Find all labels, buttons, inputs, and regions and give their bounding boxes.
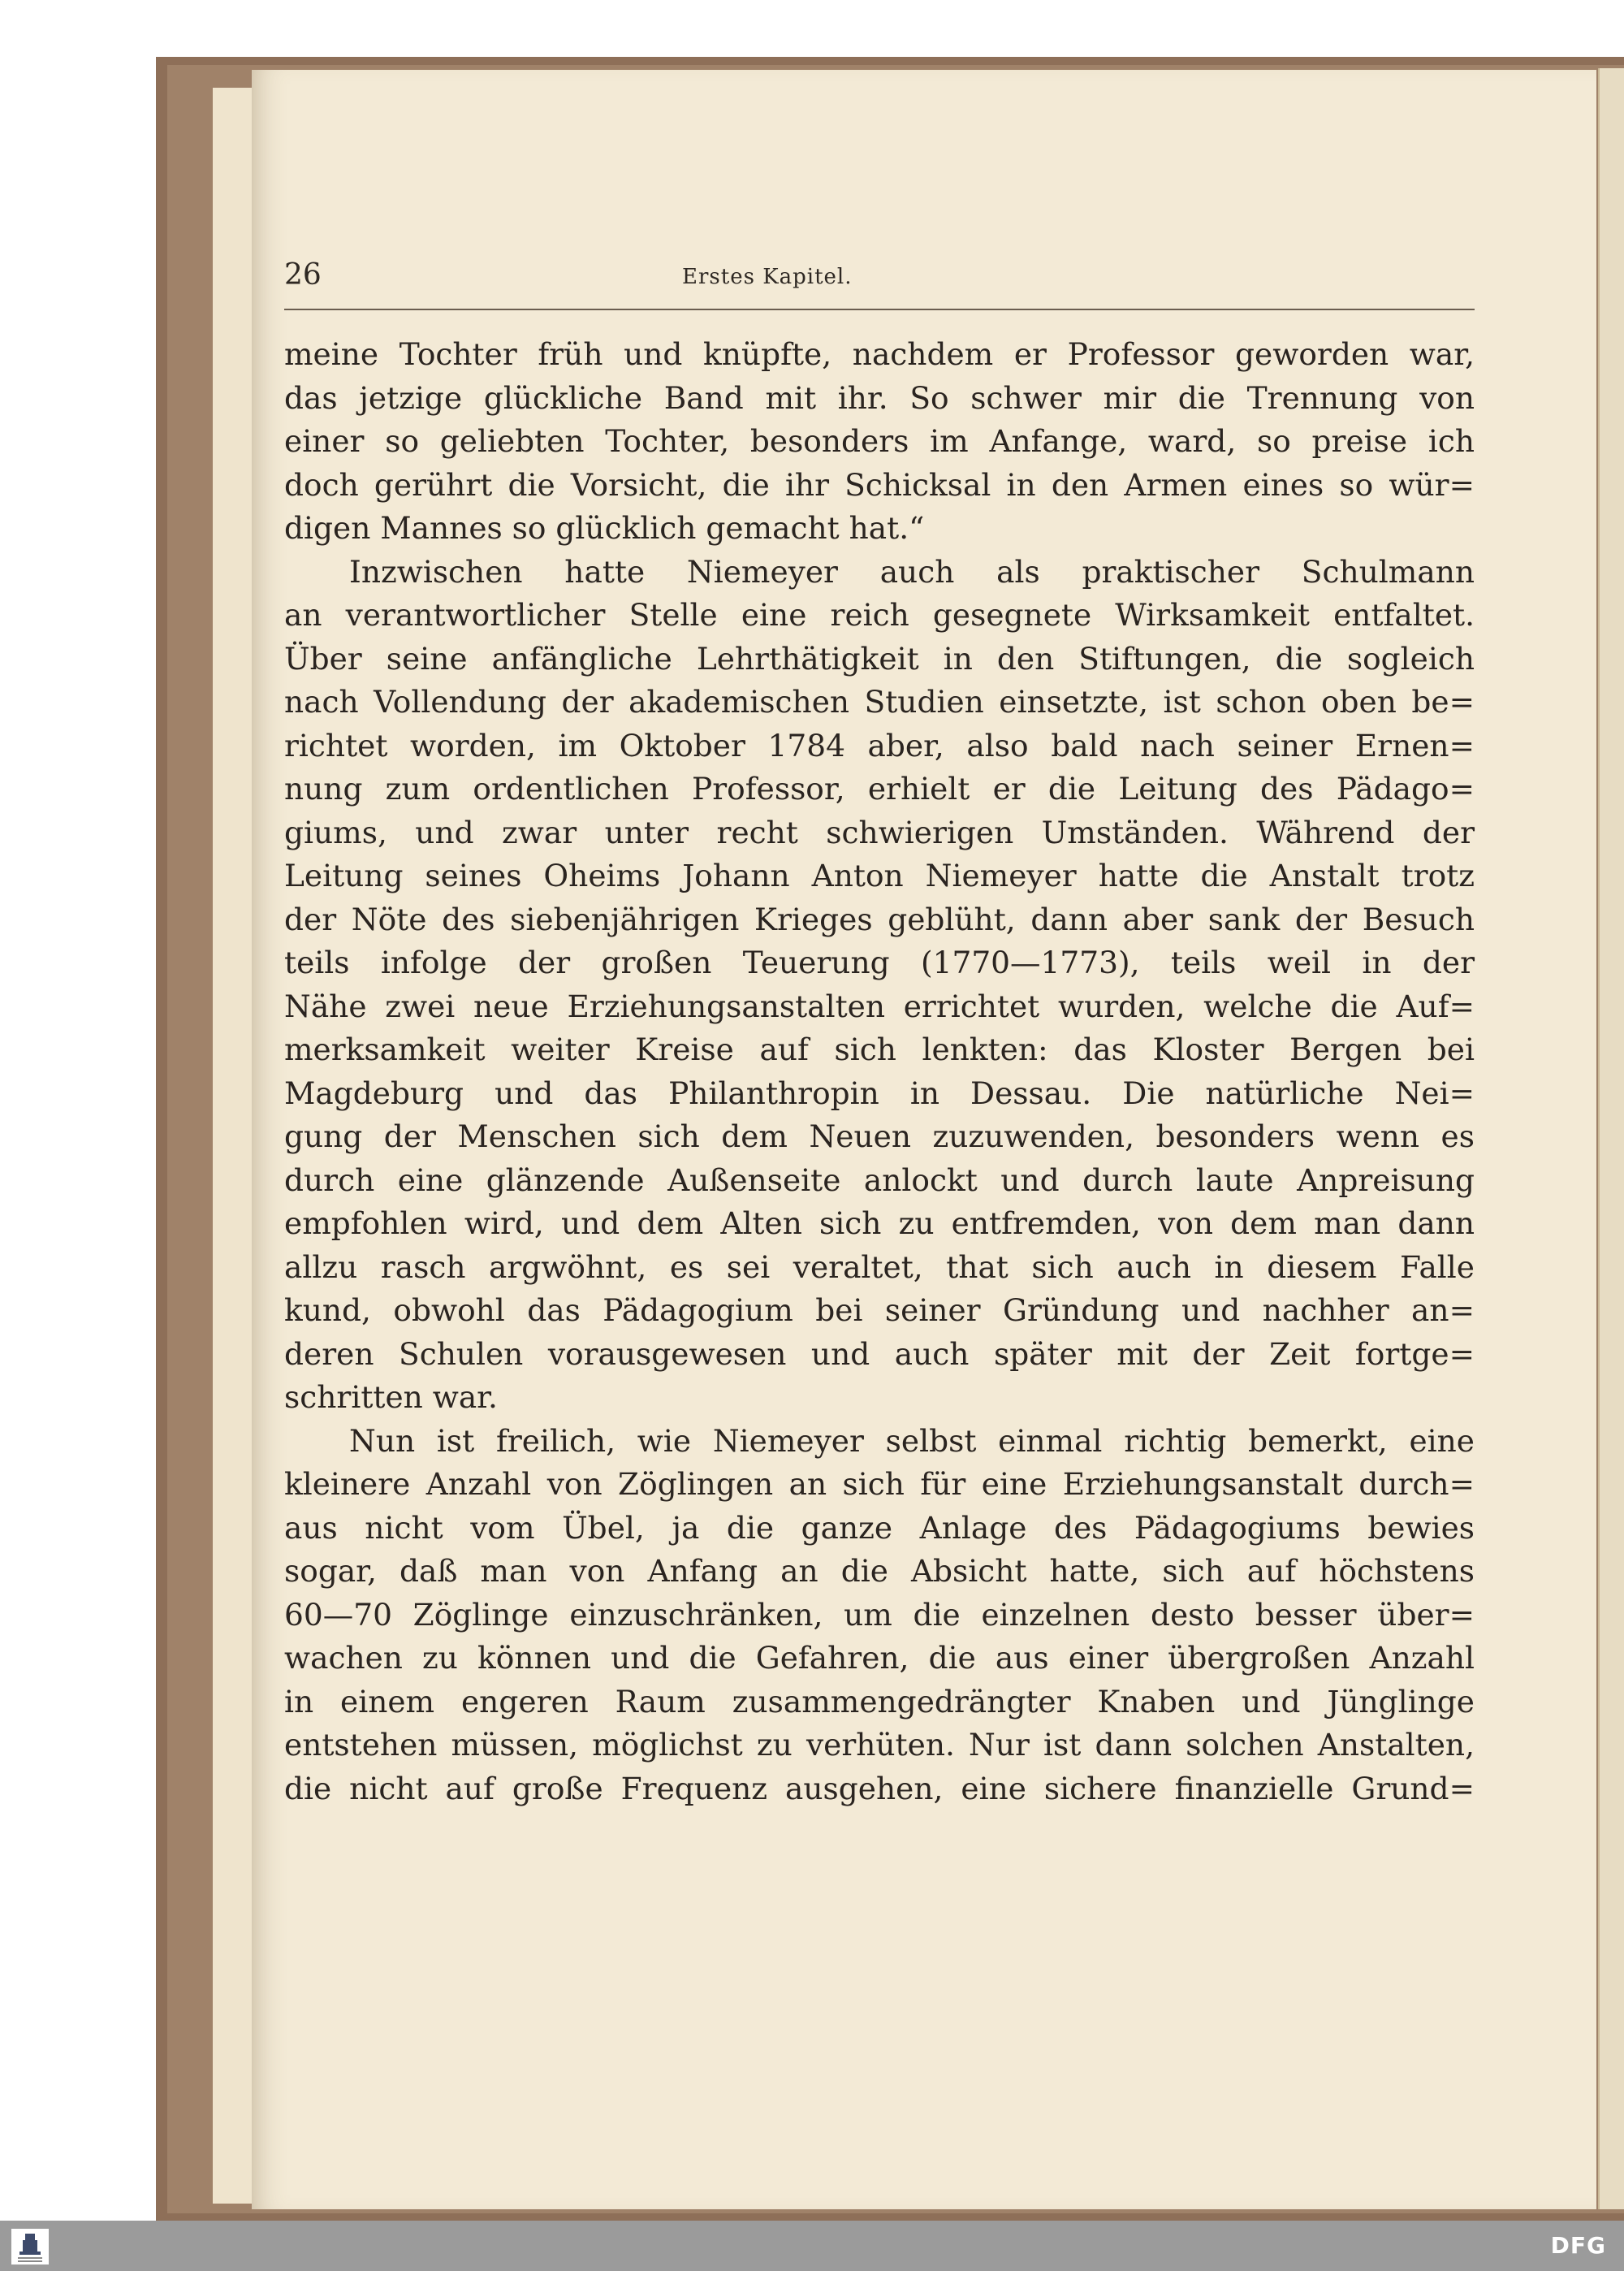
text-line: doch gerührt die Vorsicht, die ihr Schicksal in den Armen eines so wür= [284, 466, 1475, 503]
text-line: schritten war. [284, 1379, 498, 1415]
dfg-logo[interactable]: DFG [1550, 2232, 1606, 2259]
text-line: der Nöte des siebenjährigen Krieges geblüht, dann aber sank der Besuch [284, 901, 1475, 937]
page-number: 26 [284, 258, 322, 292]
body-text [284, 333, 1475, 1810]
text-line: richtet worden, im Oktober 1784 aber, also bald nach seiner Ernen= [284, 727, 1475, 763]
text-line: an verantwortlicher Stelle eine reich gesegnete Wirksamkeit entfaltet. [284, 597, 1475, 633]
text-line: einer so geliebten Tochter, besonders im Anfange, ward, so preise ich [284, 423, 1475, 459]
text-line: empfohlen wird, und dem Alten sich zu entfremden, von dem man dann [284, 1205, 1475, 1241]
page-header [284, 258, 1475, 310]
text-line: gung der Menschen sich dem Neuen zuzuwenden, besonders wenn es [284, 1118, 1475, 1154]
library-seal-icon [11, 2229, 49, 2265]
text-line: merksamkeit weiter Kreise auf sich lenkten: das Kloster Bergen bei [284, 1032, 1475, 1067]
facing-page-edge [1598, 68, 1624, 2209]
text-line: aus nicht vom Übel, ja die ganze Anlage des Pädagogiums bewies [284, 1509, 1475, 1546]
text-line: allzu rasch argwöhnt, es sei veraltet, that sich auch in diesem Falle [284, 1248, 1475, 1285]
text-line: teils infolge der großen Teuerung (1770—1773), teils weil in der [284, 945, 1475, 980]
text-line: nung zum ordentlichen Professor, erhielt er die Leitung des Pädago= [284, 771, 1475, 807]
text-line: deren Schulen vorausgewesen und auch später mit der Zeit fortge= [284, 1335, 1475, 1372]
text-line: in einem engeren Raum zusammengedrängter Knaben und Jünglinge [284, 1683, 1475, 1719]
text-line: 60—70 Zöglinge einzuschränken, um die einzelnen desto besser über= [284, 1596, 1475, 1633]
text-line: kund, obwohl das Pädagogium bei seiner Gründung und nachher an= [284, 1292, 1475, 1328]
text-line: sogar, daß man von Anfang an die Absicht hatte, sich auf höchstens [284, 1553, 1475, 1589]
text-line: Über seine anfängliche Lehrthätigkeit in den Stiftungen, die sogleich [284, 640, 1475, 677]
text-line: entstehen müssen, möglichst zu verhüten. Nur ist dann solchen Anstalten, [284, 1727, 1475, 1763]
text-line: Nun ist freilich, wie Niemeyer selbst einmal richtig bemerkt, eine [349, 1422, 1475, 1459]
text-line: die nicht auf große Frequenz ausgehen, eine sichere finanzielle Grund= [284, 1770, 1475, 1806]
text-line: durch eine glänzende Außenseite anlockt und durch laute Anpreisung [284, 1161, 1475, 1198]
running-head: Erstes Kapitel. [682, 265, 853, 289]
text-line: das jetzige glückliche Band mit ihr. So schwer mir die Trennung von [284, 379, 1475, 416]
text-line: giums, und zwar unter recht schwierigen Umständen. Während der [284, 814, 1475, 850]
text-line: meine Tochter früh und knüpfte, nachdem er Professor geworden war, [284, 336, 1475, 372]
viewer-footer-bar [0, 2221, 1624, 2271]
text-line: nach Vollendung der akademischen Studien einsetzte, ist schon oben be= [284, 684, 1475, 720]
text-line: Nähe zwei neue Erziehungsanstalten errichtet wurden, welche die Auf= [284, 988, 1475, 1024]
text-line: kleinere Anzahl von Zöglingen an sich für eine Erziehungsanstalt durch= [284, 1466, 1475, 1502]
text-line: digen Mannes so glücklich gemacht hat.“ [284, 510, 925, 546]
text-line: Leitung seines Oheims Johann Anton Niemeyer hatte die Anstalt trotz [284, 858, 1475, 893]
text-line: wachen zu können und die Gefahren, die aus einer übergroßen Anzahl [284, 1640, 1475, 1676]
text-line: Magdeburg und das Philanthropin in Dessau. Die natürliche Nei= [284, 1075, 1475, 1111]
text-line: Inzwischen hatte Niemeyer auch als praktischer Schulmann [349, 553, 1475, 590]
